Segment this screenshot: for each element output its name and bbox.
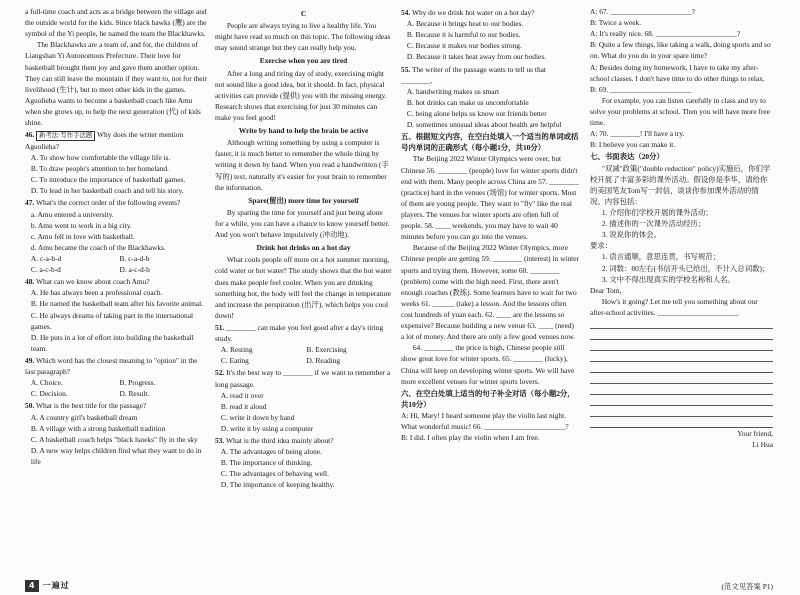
page-number: 4 bbox=[25, 580, 39, 592]
column-4 bbox=[590, 6, 773, 579]
writing-line[interactable] bbox=[590, 395, 773, 406]
option-row bbox=[215, 355, 392, 366]
option: A. read it over bbox=[220, 390, 264, 400]
question-stem: It's the best way to ________ if we want to remember a long passage. bbox=[215, 368, 391, 389]
letter-closing: Your friend, bbox=[737, 429, 773, 439]
question-number: 52. bbox=[215, 368, 225, 378]
requirement: 3. 文中不得出现真实的学校名称和人名。 bbox=[601, 274, 735, 284]
option: B. c-a-d-b bbox=[119, 253, 150, 263]
option: B. To draw people's attention to her homeland. bbox=[30, 164, 169, 174]
question-number: 55. bbox=[401, 64, 411, 74]
question-number: 50. bbox=[25, 401, 35, 411]
section-heading: Write by hand to help the brain be active bbox=[238, 126, 369, 136]
dialogue-line: B: Quite a few things, like taking a walk, doing sports and so on. What do you do in your spare time? bbox=[590, 40, 771, 61]
question-number: 46. bbox=[25, 130, 35, 140]
option: A. Choice. bbox=[30, 378, 63, 388]
passage-paragraph: People are always trying to live a healthy life. You might have read so much on this topic. The following ideas may sound strange but they can really help you. bbox=[215, 21, 391, 53]
option: D. He puts in a lot of effort into building the basketball team. bbox=[30, 332, 194, 353]
option: B. A village with a strong basketball tradition bbox=[30, 423, 166, 433]
option: A. The advantages of being alone. bbox=[220, 447, 322, 457]
option: D. The importance of keeping healthy. bbox=[220, 480, 335, 490]
event-item: c. Amu fell in love with basketball. bbox=[30, 231, 135, 241]
option: C. a-c-b-d bbox=[30, 265, 61, 275]
option: C. He always dreams of taking part in the international games. bbox=[30, 310, 194, 331]
passage-paragraph: What cools people off more on a hot summer morning, cold water or hot water? The study shows that the hot water does make people feel cooler. When you are drinking something hot, the body will feel the change in temperature and increase the perspiration (出汗), which helps you cool down! bbox=[215, 255, 392, 320]
requirement: 1. 语言通顺，意思连贯，书写规范； bbox=[601, 252, 721, 262]
option-row bbox=[25, 377, 208, 388]
passage-paragraph: The Blackhawks are a team of, and for, the children of Liangshan Yi Autonomous Prefecture. Their love for basketball brought them joy and gave them another option. They can still leave the mountain if they want to, not for their livelihood (生计), but to meet other kids in the games. Aguolieha wants to become a basketball coach like Amu when she grows up, to help the next generation (代) of kids shine. bbox=[25, 40, 208, 128]
section-title-7: 七、书面表达（20分） bbox=[590, 152, 664, 162]
option: D. Result. bbox=[119, 389, 150, 399]
question-52 bbox=[215, 367, 392, 434]
question-48 bbox=[25, 276, 208, 354]
requirement: 2. 词数：80左右(书信开头已给出，不计入总词数)； bbox=[601, 263, 770, 273]
column-1 bbox=[25, 6, 208, 579]
question-stem: What can we know about coach Amu? bbox=[35, 277, 150, 287]
option: A. c-a-b-d bbox=[30, 253, 62, 263]
dialogue-line: A: It's really nice. 68. ______________________? bbox=[590, 29, 741, 39]
option: D. Because it takes heat away from our bodies. bbox=[406, 52, 547, 62]
section-heading: Spare(留出) more time for yourself bbox=[248, 195, 359, 205]
passage-paragraph: Although writing something by using a computer is faster, it is much better to remember the whole thing by writing it down by hand. When you read a handwritten (手写的) text, naturally it's easier for your brain to remember the information. bbox=[215, 138, 389, 192]
option-row bbox=[25, 264, 208, 275]
option: A. Resting bbox=[220, 345, 253, 355]
task-point: 3. 说说你的体会。 bbox=[601, 230, 661, 240]
option: C. Eating bbox=[220, 356, 249, 366]
passage-paragraph: By sparing the time for yourself and just being alone for a while, you can have a chance to know yourself better. And you won't behave impulsively (冲动地). bbox=[215, 207, 390, 240]
section-title-5: 五、根据短文内容，在空白处填入一个适当的单词或括号内单词的正确形式（每小题1分，共10分） bbox=[401, 132, 579, 153]
question-number: 49. bbox=[25, 355, 35, 365]
option: C. Because it makes our bodies strong. bbox=[406, 41, 522, 51]
option: B. hot drinks can make us uncomfortable bbox=[406, 97, 529, 107]
section-title-6: 六、在空白处填上适当的句子补全对话（每小题2分，共10分） bbox=[401, 388, 575, 409]
writing-line[interactable] bbox=[590, 329, 773, 340]
letter-opening: How's it going? Let me tell you something about our after-school activities. ______________________ bbox=[590, 296, 758, 317]
option: D. a-c-d-b bbox=[119, 265, 150, 275]
question-number: 48. bbox=[25, 277, 35, 287]
question-46 bbox=[25, 129, 208, 196]
option: A. handwriting makes us smart bbox=[406, 86, 500, 96]
letter-greeting: Dear Tom, bbox=[590, 285, 622, 295]
option: A. To show how comfortable the village life is. bbox=[30, 153, 171, 162]
passage-label: C bbox=[300, 9, 307, 18]
question-number: 51. bbox=[215, 322, 225, 332]
question-number: 53. bbox=[215, 436, 225, 446]
option: B. Exercising bbox=[306, 345, 347, 355]
option: C. being alone helps us know our friends better bbox=[406, 108, 547, 118]
option: D. A new way helps children find what they want to do in life bbox=[30, 445, 202, 466]
question-stem: The writer of the passage wants to tell us that ________. bbox=[401, 64, 546, 85]
event-item: a. Amu entered a university. bbox=[30, 209, 114, 219]
option: C. To introduce the importance of basketball games. bbox=[30, 175, 186, 185]
option: A. He has always been a professional coach. bbox=[30, 288, 163, 298]
question-47 bbox=[25, 197, 208, 275]
writing-line[interactable] bbox=[590, 373, 773, 384]
question-stem: What is the best title for the passage? bbox=[35, 401, 147, 411]
question-49 bbox=[25, 355, 208, 399]
cloze-paragraph: 64. ________ the price is high, Chinese people still show great love for winter sports. 65. ________ (lucky), China will keep on developing winter sports. We will have more excellent venues for winter sports lovers. bbox=[401, 343, 575, 386]
option: B. Because it is harmful to our bodies. bbox=[406, 30, 521, 40]
dialogue-line: A: 70. ________! I'll have a try. bbox=[590, 129, 685, 139]
question-stem: Why do we drink hot water on a hot day? bbox=[411, 8, 535, 17]
dialogue-line: A: Besides doing my homework, I have to take my after-school classes. I don't have time to do other things to relax. bbox=[590, 62, 765, 83]
writing-line[interactable] bbox=[590, 318, 773, 329]
option: C. write it down by hand bbox=[220, 412, 295, 422]
option: B. Progress. bbox=[119, 378, 156, 388]
section-heading: Exercise when you are tired bbox=[259, 56, 348, 66]
option-row bbox=[215, 344, 392, 355]
question-stem: Why does the writer mention Aguolieha? bbox=[25, 130, 184, 151]
question-stem: ________ can make you feel good after a day's tiring study. bbox=[215, 322, 384, 344]
dialogue-line: B: I believe you can make it. bbox=[590, 140, 676, 150]
event-item: d. Amu became the coach of the Blackhawks. bbox=[30, 242, 166, 252]
requirements-label: 要求： bbox=[590, 241, 613, 251]
option: C. Decision. bbox=[30, 389, 68, 399]
question-55 bbox=[401, 64, 579, 131]
option: B. The importance of thinking. bbox=[220, 458, 313, 468]
dialogue-line: B: 69. ______________________ bbox=[590, 84, 692, 94]
option: D. Reading bbox=[306, 356, 341, 366]
option: A. A country girl's basketball dream bbox=[30, 412, 138, 422]
cloze-paragraph: The Beijing 2022 Winter Olympics were over, but Chinese 56. ________ (people) love for winter sports didn't end with them. Many people across China are 57. ________ (practice) hard in the venues (场馆) for winter sports. Most of them are young people. They want to "fly" like the real players. The venues for winter sports are often full of people. 58. ____ weekends, you may have to wait 40 minutes before you can go into the venues. bbox=[401, 154, 579, 242]
writing-line[interactable] bbox=[590, 340, 773, 351]
option: C. The advantages of behaving well. bbox=[220, 469, 329, 479]
passage-paragraph: a full-time coach and acts as a bridge between the village and the outside world for the kids. Since black hawks (鹰) are the symbol of the Yi people, he named the team the Blackhawks. bbox=[25, 7, 207, 39]
dialogue-line: A: 67. ______________________? bbox=[590, 7, 695, 16]
question-53 bbox=[215, 435, 392, 491]
letter-signature: Li Hua bbox=[752, 440, 773, 450]
writing-line[interactable] bbox=[590, 362, 773, 373]
question-54 bbox=[401, 7, 579, 63]
page-footer bbox=[25, 580, 70, 592]
writing-task: "双减"政策("double reduction" policy)实施后，你们学校开展了丰富多彩的课外活动。假设你是李华，请给你的美国笔友Tom写一封信，谈谈你参加课外活动的情况。内容包括： bbox=[590, 163, 771, 206]
option-row bbox=[25, 388, 208, 399]
option: D. To lead in her basketball coach and tell his story. bbox=[30, 186, 184, 196]
question-51 bbox=[215, 322, 392, 366]
column-3 bbox=[401, 6, 579, 579]
question-stem: What is the third idea mainly about? bbox=[225, 436, 334, 446]
task-point: 1. 介绍你们学校开展的课外活动； bbox=[601, 207, 713, 217]
question-type-tag: 新考法·写作手法题 bbox=[36, 131, 95, 141]
task-point: 2. 描述你的一次课外活动经历； bbox=[601, 219, 706, 229]
dialogue-line: For example, you can listen carefully in class and try to solve your problems at school. Then you will have more free time. bbox=[590, 95, 770, 128]
option: D. sometimes unusual ideas about health are helpful bbox=[406, 120, 562, 130]
column-2 bbox=[215, 6, 392, 579]
dialogue-line: B: I did. I often play the violin when I am free. bbox=[401, 433, 540, 443]
writing-line[interactable] bbox=[590, 406, 773, 417]
option: C. A basketball coach helps "black hawks" fly in the sky bbox=[30, 434, 198, 444]
option: D. write it by using a computer bbox=[220, 423, 314, 433]
dialogue-line: A: Hi, Mary! I heard someone play the violin last night. What wonderful music! 66. ______________________? bbox=[401, 410, 569, 432]
question-stem: What's the correct order of the following events? bbox=[35, 198, 181, 208]
answer-reference: (范文见答案 P1) bbox=[721, 581, 773, 591]
writing-line[interactable] bbox=[590, 384, 773, 395]
option: B. read it aloud bbox=[220, 401, 267, 411]
writing-line[interactable] bbox=[590, 351, 773, 362]
option: B. He named the basketball team after his favorite animal. bbox=[30, 299, 204, 309]
section-heading: Drink hot drinks on a hot day bbox=[256, 243, 351, 253]
question-number: 47. bbox=[25, 198, 35, 208]
option: A. Because it brings heat to our bodies. bbox=[406, 19, 524, 29]
option-row bbox=[25, 253, 208, 264]
question-50 bbox=[25, 400, 208, 467]
brand-logo: 一遍过 bbox=[42, 581, 70, 590]
writing-line[interactable] bbox=[590, 417, 773, 428]
question-stem: Which word has the closest meaning to "option" in the last paragraph? bbox=[25, 355, 198, 377]
event-item: b. Amu went to work in a big city. bbox=[30, 220, 132, 230]
passage-paragraph: After a long and tiring day of study, exercising might not sound like a good idea, but it should. In fact, physical activities can provide (提供) you with the missing energy. Research shows that exercising for just 30 minutes can make you feel good! bbox=[215, 68, 387, 122]
cloze-paragraph: Because of the Beijing 2022 Winter Olympics, more Chinese people are getting 59. ________ (interest) in winter sports and trying them. However, some 60. ________ (problem) come with the high need. First, there aren't enough coaches (教练). Some learners have to wait for two weeks 61. ______ (take) a lesson. And the lessons often cost hundreds of yuan each. 62. ____ are the lessons so expensive? Because building a new venue 63. ____ (need) a lot of money. And there are only a few good venues now. bbox=[401, 243, 579, 342]
question-number: 54. bbox=[401, 8, 411, 17]
dialogue-line: B: Twice a week. bbox=[590, 18, 642, 28]
